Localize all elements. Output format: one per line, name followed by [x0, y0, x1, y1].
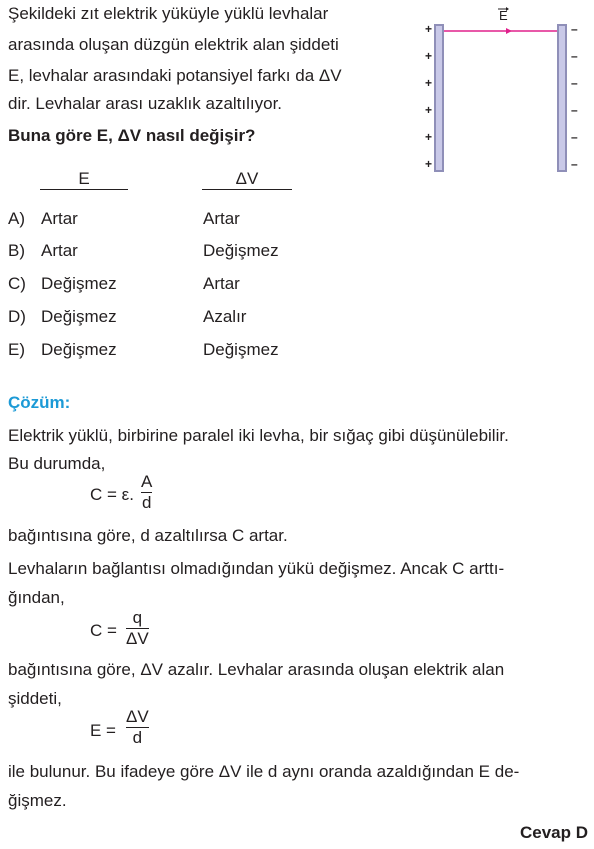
solution-text: Elektrik yüklü, birbirine paralel iki levha, bir sığaç gibi düşünülebilir.: [8, 426, 509, 445]
denominator: d: [141, 493, 152, 512]
solution-text: bağıntısına göre, ΔV azalır. Levhalar arasında oluşan elektrik alan: [8, 660, 505, 679]
option-e: Değişmez: [41, 307, 117, 326]
field-line: [420, 0, 594, 178]
capacitor-figure: [420, 0, 594, 178]
option-e: Değişmez: [41, 274, 117, 293]
numerator: ΔV: [126, 707, 149, 726]
option-dv: Değişmez: [203, 340, 279, 359]
minus-sign: –: [571, 103, 578, 117]
option-dv: Azalır: [203, 307, 247, 326]
option-letter: B): [8, 241, 25, 260]
question-line-3: E, levhalar arasındaki potansiyel farkı da ΔV: [8, 66, 342, 85]
numerator: q: [132, 608, 143, 627]
plus-sign: +: [425, 22, 433, 36]
equation-lhs: E =: [90, 721, 116, 740]
option-e: Değişmez: [41, 340, 117, 359]
numerator: A: [141, 472, 153, 491]
plus-sign: +: [425, 103, 433, 117]
col-header-e: [40, 169, 128, 189]
option-e: Artar: [41, 241, 78, 260]
minus-sign: –: [571, 49, 578, 63]
option-dv: Artar: [203, 209, 240, 228]
plus-sign: +: [425, 130, 433, 144]
solution-title: Çözüm:: [8, 393, 71, 412]
minus-sign: –: [571, 22, 578, 36]
option-letter: D): [8, 307, 26, 326]
denominator: d: [132, 728, 143, 747]
option-dv: Artar: [203, 274, 240, 293]
question-line-1: Şekildeki zıt elektrik yüküyle yüklü levhalar: [8, 4, 329, 23]
question-line-2: arasında oluşan düzgün elektrik alan şiddeti: [8, 35, 339, 54]
underline: [202, 189, 292, 190]
fraction: [126, 608, 149, 649]
equation-lhs: C =: [90, 621, 117, 640]
fraction: [141, 472, 152, 513]
denominator: ΔV: [126, 629, 149, 648]
answer-label: Cevap D: [519, 823, 588, 842]
option-letter: E): [8, 340, 25, 359]
solution-text: Levhaların bağlantısı olmadığından yükü değişmez. Ancak C arttı-: [8, 559, 505, 578]
solution-text: ğişmez.: [8, 791, 67, 810]
field-label: E: [499, 8, 508, 23]
solution-text: ile bulunur. Bu ifadeye göre ΔV ile d aynı oranda azaldığından E de-: [8, 762, 520, 781]
question-prompt: Buna göre E, ΔV nasıl değişir?: [8, 126, 256, 145]
col-header-e-label: E: [78, 169, 90, 188]
option-letter: C): [8, 274, 26, 293]
col-header-dv: [202, 169, 292, 189]
minus-sign: –: [571, 76, 578, 90]
solution-text: şiddeti,: [8, 689, 62, 708]
solution-text: ğından,: [8, 588, 65, 607]
option-dv: Değişmez: [203, 241, 279, 260]
question-line-4: dir. Levhalar arası uzaklık azaltılıyor.: [8, 94, 283, 113]
plus-sign: +: [425, 49, 433, 63]
col-header-dv-label: ΔV: [235, 169, 259, 188]
solution-text: Bu durumda,: [8, 454, 106, 473]
plus-sign: +: [425, 157, 433, 171]
plus-sign: +: [425, 76, 433, 90]
minus-sign: –: [571, 130, 578, 144]
fraction: [126, 707, 149, 748]
minus-sign: –: [571, 157, 578, 171]
solution-text: bağıntısına göre, d azaltılırsa C artar.: [8, 526, 288, 545]
option-e: Artar: [41, 209, 78, 228]
underline: [40, 189, 128, 190]
equation-lhs: C = ε.: [90, 485, 134, 504]
option-letter: A): [8, 209, 25, 228]
